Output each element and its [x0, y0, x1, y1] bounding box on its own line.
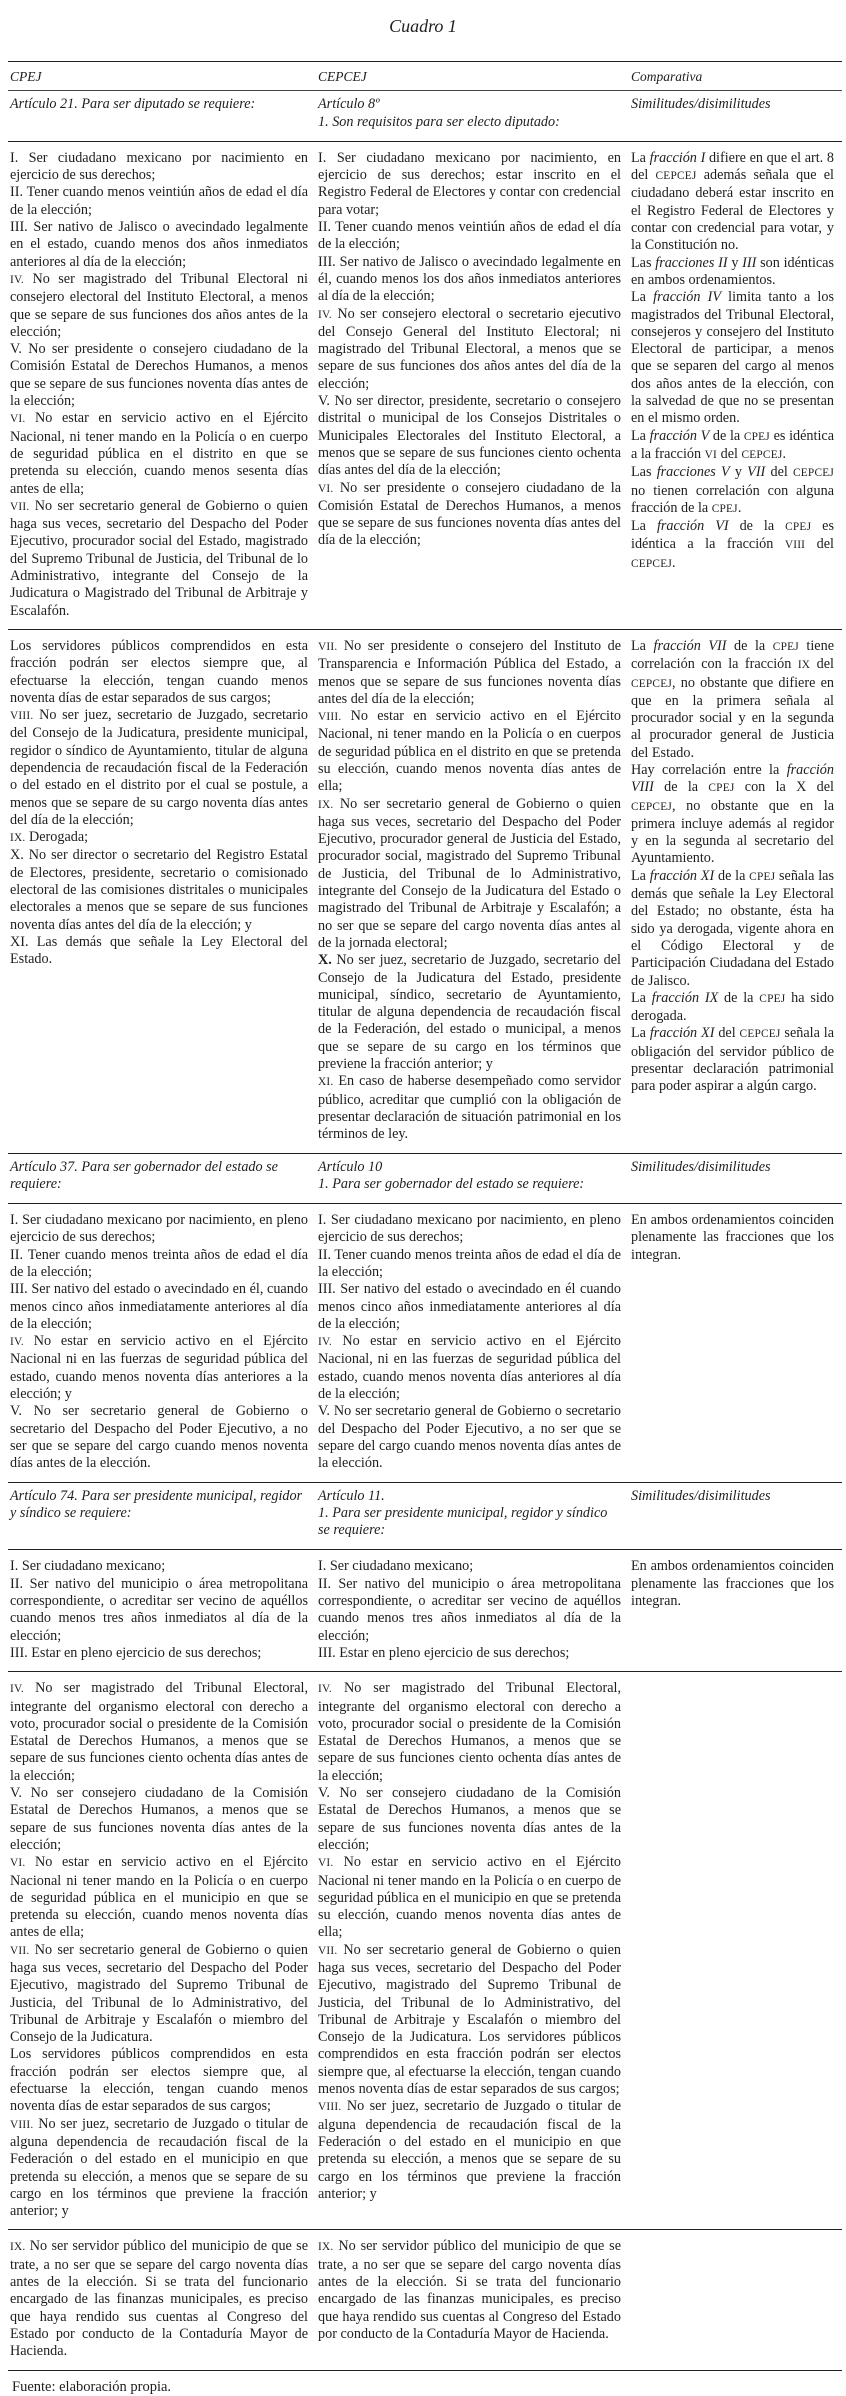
text-segment: II. Tener cuando menos veintiún años de edad el día de la elección; [318, 219, 621, 253]
article-heading [631, 96, 834, 113]
text-segment: fracción VII [653, 637, 727, 654]
fraction-paragraph [318, 1576, 621, 1645]
fraction-paragraph [318, 219, 621, 254]
text-segment: V. No ser secretario general de Gobierno o secretario del Despacho del Poder Ejecutivo, a no ser que se separe del cargo cuando menos noventa días antes de la elección. [318, 1403, 621, 1472]
fraction-paragraph [631, 638, 834, 762]
text-segment: III. Ser nativo de Jalisco o avecindado legalmente en el estado, cuando menos dos años inmediatos anteriores al día de la elección; [10, 219, 308, 270]
text-segment: No ser servidor público del municipio de que se trate, a no ser que se separe del cargo noventa días antes de la elección. Si se trata del funcionario encargado de las finanzas municipales, es preciso que haya rendido sus cuentas al Congreso del Estado por conducto de la Contaduría Mayor de Hacienda. [10, 2238, 308, 2360]
fraction-paragraph [631, 1558, 834, 1610]
text-segment: Artículo 74. Para ser presidente municipal, regidor y síndico se requiere: [10, 1487, 303, 1521]
text-segment: VI. [10, 413, 26, 426]
text-segment: CEPCEJ [655, 170, 697, 183]
fraction-paragraph [10, 1576, 308, 1645]
text-segment: VIII. [318, 711, 342, 724]
text-segment: Similitudes/disimilitudes [631, 96, 771, 113]
text-segment: No ser secretario general de Gobierno o quien haga sus veces, secretario del Despacho del Poder Ejecutivo, procurador general de Justicia del Estado, procurador social, magistrado del Supremo Tribunal de Justicia, del Tribunal de lo Administrativo, integrante del Consejo de la Judicatura del Estado o magistrado del Tribunal de Arbitraje y Escalafón; a no ser que se separe del cargo noventa días antes al de la jornada electoral; [318, 795, 621, 951]
article-heading [10, 96, 308, 113]
fraction-paragraph [318, 306, 621, 393]
article-heading [318, 1488, 621, 1505]
fraction-paragraph [318, 1680, 621, 1785]
article-heading-row [8, 91, 842, 142]
text-segment: V. No ser director, presidente, secretario o consejero distrital o municipal de los Consejos Distritales o Municipales Electorales del Instituto Electoral, a menos que se separe de sus funciones ciento ochenta días antes del día de la elección; [318, 393, 621, 479]
text-segment: V. No ser secretario general de Gobierno o secretario del Despacho del Poder Ejecutivo, a no ser que se separe del cargo cuando menos noventa días antes de la elección. [10, 1403, 308, 1472]
fraction-paragraph [631, 255, 834, 290]
text-segment: I. Ser ciudadano mexicano; [10, 1558, 166, 1575]
fraction-paragraph [10, 638, 308, 707]
text-segment: II. Tener cuando menos treinta años de edad el día de la elección; [10, 1246, 308, 1280]
fraction-paragraph [10, 150, 308, 185]
source-note: Fuente: elaboración propia. [12, 2378, 172, 2395]
article-heading [318, 96, 621, 113]
table-title: Cuadro 1 [389, 16, 457, 36]
text-segment: fracción I [649, 149, 706, 166]
text-segment: La [631, 427, 650, 444]
text-segment: No ser juez, secretario de Juzgado, secretario del Consejo de la Judicatura, presidente municipal, regidor o síndico de Ayuntamiento, titular de alguna dependencia de recaudación fiscal de la Federación o del estado en el distrito por el cual se postule, a menos que se separe de su cargo noventa días antes del día de la elección; [10, 707, 308, 828]
fraction-paragraph [318, 2098, 621, 2203]
text-segment: 1. Para ser presidente municipal, regidor y síndico se requiere: [318, 1504, 608, 1539]
cell-cepcej [316, 91, 629, 141]
text-segment: Artículo 8º [318, 96, 380, 113]
fraction-paragraph [10, 2046, 308, 2115]
text-segment: I. Ser ciudadano mexicano por nacimiento, en pleno ejercicio de sus derechos; [318, 1212, 621, 1246]
text-segment: No estar en servicio activo en el Ejército Nacional, ni tener mando en la Policía o en cuerpo de seguridad pública en el distrito en que se pretenda su elección, cuando menos sesenta días antes de ella; [10, 410, 308, 497]
text-segment: CPEJ [772, 640, 799, 653]
text-segment: además señala que el ciudadano deberá estar inscrito en el Registro Federal de Electores y contar con credencial para votar, y la Constitución no. [631, 167, 834, 254]
text-segment: No estar en servicio activo en el Ejército Nacional, ni en las fuerzas de seguridad pública del estado, cuando menos noventa días anteriores al día de la elección; [318, 1333, 621, 1403]
text-segment: La [631, 867, 650, 884]
fraction-paragraph [10, 410, 308, 497]
text-segment: fracción VIII [631, 761, 834, 796]
text-segment: Hay correlación entre la [631, 761, 787, 778]
text-segment: Derogada; [25, 829, 89, 846]
text-segment: es idéntica a la fracción [631, 518, 834, 553]
text-segment: No ser secretario general de Gobierno o quien haga sus veces, secretario del Despacho del Poder Ejecutivo, magistrado del Supremo Tribunal de Justicia, del Tribunal de lo Administrativo, del Tribunal de Arbitraje y Escalafón o miembro del Consejo de la Judicatura. Los servidores públicos comprendidos en esta fracción podrán ser electos siempre que, al efectuarse la elección, tengan cuando menos noventa días de estar separados de sus cargos; [318, 1941, 621, 2098]
fraction-paragraph [10, 1645, 308, 1662]
article-heading [10, 1488, 308, 1523]
cell-comparativa [629, 1154, 842, 1204]
table-row [8, 1672, 842, 2230]
text-segment: Artículo 10 [318, 1158, 383, 1175]
text-segment: X. No ser director o secretario del Registro Estatal de Electores, presidente, secretario o comisionado electoral de las comisiones distritales o municipales electorales a menos que se separe de sus funciones noventa días antes del día de la elección; y [10, 847, 308, 933]
text-segment: CEPCEJ [741, 448, 783, 461]
text-segment: No ser juez, secretario de Juzgado o titular de alguna dependencia de recaudación fiscal de la Federación o del estado en el municipio en que pretenda su elección, a menos que se separe de su cargo en los términos que previene la fracción anterior; y [10, 2115, 308, 2220]
text-segment: No ser servidor público del municipio de que se trate, a no ser que se separe del cargo noventa días antes de la elección. Si se trata del funcionario encargado de las finanzas municipales, es preciso que haya rendido sus cuentas al Congreso del Estado por conducto de la Contaduría Mayor de Hacienda. [318, 2238, 621, 2342]
text-segment: CEPCEJ [631, 557, 672, 570]
text-segment: fracciones II [655, 254, 728, 271]
text-segment: del [717, 445, 742, 462]
text-segment: Artículo 11. [318, 1487, 385, 1504]
fraction-paragraph [10, 1942, 308, 2047]
text-segment: Similitudes/disimilitudes [631, 1487, 771, 1504]
article-heading [10, 1159, 308, 1194]
cell-cepcej [316, 1672, 629, 2229]
text-segment: fracción V [649, 427, 710, 444]
text-segment: Los servidores públicos comprendidos en esta fracción podrán ser electos siempre que, al efectuarse la elección, tengan cuando menos noventa días de estar separados de sus cargos; [10, 2046, 308, 2115]
text-segment: No estar en servicio activo en el Ejército Nacional ni tener mando en la Policía o en cuerpo de seguridad pública en el municipio en que se pretenda su elección, cuando menos noventa días antes de ella; [318, 1854, 621, 1941]
text-segment: XI. Las demás que señale la Ley Electoral del Estado. [10, 933, 308, 968]
text-segment: VIII. [318, 2101, 342, 2114]
text-segment: señala la obligación del servidor público de presentar declaración patrimonial para poder aspirar a algún cargo. [631, 1025, 834, 1095]
text-segment: , no obstante que difiere en que en la primera señala al procurador social y en la segunda al procurador general de Justicia del Estado. [631, 674, 834, 761]
text-segment: VII. [318, 640, 338, 653]
article-heading [318, 1505, 621, 1540]
text-segment: No ser presidente o consejero del Instituto de Transparencia e Información Pública del Estado, a menos que se separe de sus funciones noventa días antes del día de la elección; [318, 637, 621, 707]
fraction-paragraph [631, 428, 834, 465]
text-segment: VII [747, 464, 766, 481]
text-segment: CPEJ [743, 430, 770, 443]
cell-cpej [8, 1154, 316, 1204]
fraction-paragraph [318, 1645, 621, 1662]
cell-comparativa [629, 1550, 842, 1671]
article-heading [318, 1159, 621, 1176]
table-row [8, 2230, 842, 2370]
text-segment: de la [653, 779, 709, 796]
text-segment: VII. [318, 1944, 338, 1957]
text-segment: VI. [318, 482, 334, 495]
cell-cpej [8, 2230, 316, 2369]
text-segment: III [742, 254, 757, 271]
text-segment: IX. [10, 2241, 26, 2254]
text-segment: No estar en servicio activo en el Ejército Nacional, ni tener mando en la Policía o en cuerpos de seguridad pública en el distrito en que se pretenda su elección, cuando menos noventa días antes de ella; [318, 708, 621, 795]
article-heading [631, 1159, 834, 1176]
text-segment: CEPCEJ [793, 467, 834, 480]
cell-cepcej [316, 630, 629, 1153]
fraction-paragraph [631, 762, 834, 868]
text-segment: ha sido derogada. [631, 989, 835, 1025]
text-segment: La [631, 149, 650, 166]
text-segment: fracciones V [656, 464, 730, 481]
fraction-paragraph [10, 2238, 308, 2360]
cell-cepcej [316, 1204, 629, 1481]
cell-comparativa [629, 2230, 842, 2369]
text-segment: VIII. [10, 710, 34, 723]
text-segment: . [737, 499, 742, 516]
fraction-paragraph [10, 1247, 308, 1282]
fraction-paragraph [10, 219, 308, 271]
fraction-paragraph [318, 1281, 621, 1333]
fraction-paragraph [10, 1785, 308, 1854]
text-segment: En ambos ordenamientos coinciden plenamente las fracciones que los integran. [631, 1558, 834, 1610]
text-segment: II. Tener cuando menos veintiún años de edad el día de la elección; [10, 184, 308, 218]
cell-comparativa [629, 630, 842, 1153]
fraction-paragraph [631, 1025, 834, 1095]
fraction-paragraph [10, 1212, 308, 1247]
fraction-paragraph [318, 796, 621, 953]
text-segment: Artículo 37. Para ser gobernador del estado se requiere: [10, 1158, 278, 1192]
text-segment: 1. Son requisitos para ser electo diputado: [318, 113, 560, 130]
fraction-paragraph [318, 1854, 621, 1941]
fraction-paragraph [631, 1212, 834, 1264]
text-segment: I. Ser ciudadano mexicano por nacimiento, en pleno ejercicio de sus derechos; [10, 1212, 308, 1246]
column-header-cpej: CPEJ [10, 69, 42, 84]
text-segment: No ser secretario general de Gobierno o quien haga sus veces, secretario del Despacho del Poder Ejecutivo, procurador social del Estado, magistrado del Supremo Tribunal de Justicia, del Tribunal de lo Administrativo, integrante del Consejo de la Judicatura o Magistrado del Tribunal de Arbitraje y Escalafón. [10, 497, 308, 619]
article-heading [631, 1488, 834, 1505]
text-segment: fracción VI [656, 518, 729, 535]
text-segment: VII. [10, 500, 30, 513]
text-segment: no tienen correlación con alguna fracción de la [631, 482, 834, 516]
text-segment: CEPCEJ [631, 800, 672, 813]
cell-comparativa [629, 1483, 842, 1550]
text-segment: del [765, 464, 794, 481]
text-segment: III. Estar en pleno ejercicio de sus derechos; [10, 1644, 262, 1661]
article-heading [318, 114, 621, 131]
text-segment: IV. [318, 1683, 332, 1696]
text-segment: IX. [318, 2241, 334, 2254]
text-segment: Artículo 21. Para ser diputado se requiere: [10, 96, 256, 113]
fraction-paragraph [10, 707, 308, 829]
text-segment: IX [797, 659, 811, 672]
cell-cpej [8, 1672, 316, 2229]
table-header-row [8, 62, 842, 91]
text-segment: No ser secretario general de Gobierno o quien haga sus veces, secretario del Despacho del Poder Ejecutivo, magistrado del Supremo Tribunal de Justicia, del Tribunal de lo Administrativo, del Tribunal de Arbitraje y Escalafón o miembro del Consejo de la Judicatura. [10, 1941, 308, 2046]
column-header-cepcej: CEPCEJ [318, 69, 367, 84]
fraction-paragraph [318, 1942, 621, 2099]
text-segment: del [810, 656, 834, 673]
text-segment: IV. [318, 1336, 332, 1349]
fraction-paragraph [631, 990, 834, 1026]
fraction-paragraph [318, 1247, 621, 1282]
cell-cepcej [316, 1550, 629, 1671]
text-segment: I. Ser ciudadano mexicano; [318, 1558, 474, 1575]
text-segment: I. Ser ciudadano mexicano por nacimiento en ejercicio de sus derechos; [10, 149, 308, 184]
text-segment: II. Ser nativo del municipio o área metropolitana correspondiente, o acreditar ser vecino de aquéllos cuando menos tres años inmediatos al día de la elección; [318, 1575, 621, 1644]
text-segment: IX. [10, 832, 26, 845]
fraction-paragraph [631, 868, 834, 990]
fraction-paragraph [318, 952, 621, 1073]
text-segment: y [729, 464, 748, 481]
text-segment: VIII [784, 539, 806, 552]
fraction-paragraph [10, 271, 308, 341]
text-segment: VIII. [10, 2118, 34, 2131]
text-segment: XI. [318, 1076, 334, 1089]
cell-cepcej [316, 1154, 629, 1204]
text-segment: de la [728, 518, 786, 535]
cell-cpej [8, 142, 316, 629]
fraction-paragraph [318, 1403, 621, 1472]
cell-comparativa [629, 91, 842, 141]
text-segment: VI [704, 448, 718, 461]
text-segment: Similitudes/disimilitudes [631, 1158, 771, 1175]
text-segment: . [782, 445, 787, 462]
cell-cpej [8, 630, 316, 1153]
fraction-paragraph [318, 254, 621, 306]
text-segment: y [727, 254, 743, 271]
text-segment: X. [318, 952, 332, 969]
text-segment: fracción XI [649, 1025, 715, 1042]
fraction-paragraph [318, 638, 621, 708]
text-segment: del [714, 1025, 740, 1042]
table-row [8, 142, 842, 630]
text-segment: No ser magistrado del Tribunal Electoral ni consejero electoral del Instituto Electoral, a menos que se separe de sus funciones dos años antes de la elección; [10, 270, 308, 340]
text-segment: con la X del [734, 779, 834, 796]
text-segment: VI. [318, 1857, 334, 1870]
fraction-paragraph [631, 518, 834, 573]
text-segment: La [631, 989, 652, 1006]
text-segment: III. Ser nativo del estado o avecindado en él cuando menos cinco años inmediatamente anteriores al día de la elección; [318, 1281, 621, 1332]
table-body [8, 91, 842, 2370]
text-segment: CPEJ [759, 992, 786, 1005]
text-segment: No ser consejero electoral o secretario ejecutivo del Consejo General del Instituto Electoral; ni magistrado del Tribunal Electoral, a menos que se separe de sus funciones dos años antes del día de la elección; [318, 305, 621, 392]
text-segment: del [805, 536, 834, 553]
cell-comparativa [629, 1204, 842, 1481]
text-segment: En ambos ordenamientos coinciden plenamente las fracciones que los integran. [631, 1212, 834, 1263]
fraction-paragraph [10, 847, 308, 933]
cell-cepcej [316, 142, 629, 629]
fraction-paragraph [631, 464, 834, 518]
fraction-paragraph [318, 393, 621, 479]
article-heading-row [8, 1154, 842, 1205]
text-segment: CPEJ [785, 521, 812, 534]
text-segment: . [671, 554, 676, 571]
text-segment: de la [714, 867, 750, 884]
cell-comparativa [629, 1672, 842, 2229]
fraction-paragraph [10, 184, 308, 219]
text-segment: CPEJ [711, 502, 738, 515]
text-segment: CEPCEJ [631, 677, 672, 690]
text-segment: III. Ser nativo de Jalisco o avecindado legalmente en él, cuando menos los dos años inmediatos anteriores al día de la elección; [318, 253, 621, 305]
cell-cpej [8, 1483, 316, 1550]
fraction-paragraph [10, 1854, 308, 1941]
text-segment: No ser magistrado del Tribunal Electoral, integrante del organismo electoral con derecho a voto, procurador social o presidente de la Comisión Estatal de Derechos Humanos, a menos que se separe de sus funciones ciento ochenta días antes de la elección; [318, 1680, 621, 1784]
cell-cepcej [316, 2230, 629, 2369]
text-segment: Las [631, 464, 657, 481]
fraction-paragraph [10, 1333, 308, 1403]
column-header-comparativa: Comparativa [631, 69, 703, 84]
fraction-paragraph [318, 1073, 621, 1143]
article-heading [318, 1176, 621, 1193]
text-segment: CPEJ [708, 782, 735, 795]
text-segment: No ser juez, secretario de Juzgado o titular de alguna dependencia de recaudación fiscal de la Federación o del estado en el municipio en que pretenda su elección, a menos que se separe de su cargo en los términos que previene la fracción anterior; y [318, 2098, 621, 2202]
text-segment: III. Estar en pleno ejercicio de sus derechos; [318, 1644, 570, 1661]
text-segment: La [631, 518, 657, 535]
text-segment: La [631, 289, 654, 306]
text-segment: de la [718, 989, 760, 1006]
text-segment: No ser juez, secretario de Juzgado, secretario del Consejo de la Judicatura del Estado, presidente municipal, síndico, secretario de Ayuntamiento, titular de alguna dependencia de recaudación fiscal de la Federación, del estado o municipal, a menos que se separe de su cargo en los términos que previene la fracción anterior; y [318, 952, 621, 1073]
table-row [8, 1550, 842, 1672]
text-segment: V. No ser consejero ciudadano de la Comisión Estatal de Derechos Humanos, a menos que se separe de sus funciones noventa días antes de la elección; [318, 1785, 621, 1853]
text-segment: señala las demás que señale la Ley Electoral del Estado; no obstante, ésta ha sido ya derogada, vigente ahora en el Código Electoral y de Participación Ciudadana del Estado de Jalisco. [631, 867, 834, 989]
text-segment: No estar en servicio activo en el Ejército Nacional ni en las fuerzas de seguridad pública del estado, cuando menos noventa días anteriores a la elección; y [10, 1333, 308, 1403]
fraction-paragraph [10, 1403, 308, 1472]
text-segment: II. Ser nativo del municipio o área metropolitana correspondiente, o acreditar ser vecino de aquéllos cuando menos tres años inmediatos al día de la elección; [10, 1575, 308, 1644]
fraction-paragraph [318, 1212, 621, 1247]
fraction-paragraph [318, 1785, 621, 1854]
table-row [8, 1204, 842, 1482]
cell-comparativa [629, 142, 842, 629]
text-segment: I. Ser ciudadano mexicano por nacimiento, en ejercicio de sus derechos; estar inscrito en el Registro Federal de Electores y contar con credencial para votar; [318, 149, 621, 218]
text-segment: No estar en servicio activo en el Ejército Nacional ni tener mando en la Policía o en cuerpo de seguridad pública en el municipio en que se pretenda su elección, cuando menos noventa días antes de ella; [10, 1854, 308, 1941]
text-segment: V. No ser presidente o consejero ciudadano de la Comisión Estatal de Derechos Humanos, a menos que se separe de sus funciones noventa días antes de la elección; [10, 341, 308, 410]
text-segment: fracción IV [653, 289, 721, 306]
fraction-paragraph [10, 1680, 308, 1785]
cell-cpej [8, 1204, 316, 1481]
text-segment: VI. [10, 1857, 26, 1870]
article-heading-row [8, 1483, 842, 1551]
table-row [8, 630, 842, 1154]
fraction-paragraph [10, 1281, 308, 1333]
text-segment: IX. [318, 798, 334, 811]
text-segment: fracción IX [651, 989, 719, 1006]
text-segment: Los servidores públicos comprendidos en esta fracción podrán ser electos siempre que, al efectuarse la elección, tengan cuando menos noventa días de estar separados de sus cargos; [10, 637, 308, 706]
fraction-paragraph [631, 150, 834, 255]
text-segment: IV. [10, 1336, 24, 1349]
fraction-paragraph [318, 480, 621, 550]
text-segment: La [631, 637, 654, 654]
cell-cpej [8, 91, 316, 141]
text-segment: es idéntica a la fracción [631, 427, 834, 462]
fraction-paragraph [10, 498, 308, 620]
text-segment: de la [726, 637, 773, 654]
fraction-paragraph [10, 934, 308, 969]
text-segment: No ser magistrado del Tribunal Electoral, integrante del organismo electoral con derecho a voto, procurador social o presidente de la Comisión Estatal de Derechos Humanos, a menos que se separe de sus funciones ciento ochenta días antes de la elección; [10, 1680, 308, 1784]
text-segment: III. Ser nativo del estado o avecindado en él, cuando menos cinco años inmediatamente anteriores al día de la elección; [10, 1281, 308, 1332]
text-segment: CEPCEJ [739, 1028, 781, 1041]
fraction-paragraph [318, 708, 621, 795]
text-segment: Las [631, 254, 656, 271]
fraction-paragraph [318, 1333, 621, 1403]
text-segment: de la [709, 427, 744, 444]
cell-cpej [8, 1550, 316, 1671]
fraction-paragraph [10, 2116, 308, 2221]
text-segment: tiene correlación con la fracción [631, 637, 834, 673]
text-segment: IV. [10, 1683, 24, 1696]
fraction-paragraph [318, 1558, 621, 1575]
fraction-paragraph [318, 150, 621, 219]
text-segment: son idénticas en ambos ordenamientos. [631, 254, 834, 288]
text-segment: En caso de haberse desempeñado como servidor público, acreditar que cumplió con la obligación de presentar declaración de situación patrimonial en los términos de ley. [318, 1073, 621, 1143]
comparison-table [8, 61, 842, 2396]
text-segment: V. No ser consejero ciudadano de la Comisión Estatal de Derechos Humanos, a menos que se separe de sus funciones noventa días antes de la elección; [10, 1785, 308, 1853]
text-segment: IV. [318, 308, 332, 321]
text-segment: No ser presidente o consejero ciudadano de la Comisión Estatal de Derechos Humanos, a menos que se separe de sus funciones noventa días antes del día de la elección; [318, 479, 621, 549]
text-segment: difiere en que el art. 8 del [631, 149, 834, 184]
fraction-paragraph [10, 1558, 308, 1575]
text-segment: VII. [10, 1944, 30, 1957]
text-segment: IV. [10, 273, 24, 286]
fraction-paragraph [10, 829, 308, 847]
text-segment: II. Tener cuando menos treinta años de edad el día de la elección; [318, 1246, 621, 1280]
text-segment: fracción XI [649, 867, 715, 884]
text-segment: limita tanto a los magistrados del Tribunal Electoral, consejeros y consejero del Instituto Electoral de participar, a menos que se separen del cargo al menos dos años antes de la elección, con la salvedad de que no se presentan en el mismo orden. [631, 289, 834, 427]
cell-cepcej [316, 1483, 629, 1550]
text-segment: , no obstante que en la primera incluye además al regidor y en la segunda al secretario del Ayuntamiento. [631, 797, 834, 867]
fraction-paragraph [10, 341, 308, 410]
fraction-paragraph [631, 289, 834, 427]
text-segment: La [631, 1025, 650, 1042]
fraction-paragraph [318, 2238, 621, 2343]
text-segment: CPEJ [749, 870, 776, 883]
text-segment: 1. Para ser gobernador del estado se requiere: [318, 1175, 585, 1192]
